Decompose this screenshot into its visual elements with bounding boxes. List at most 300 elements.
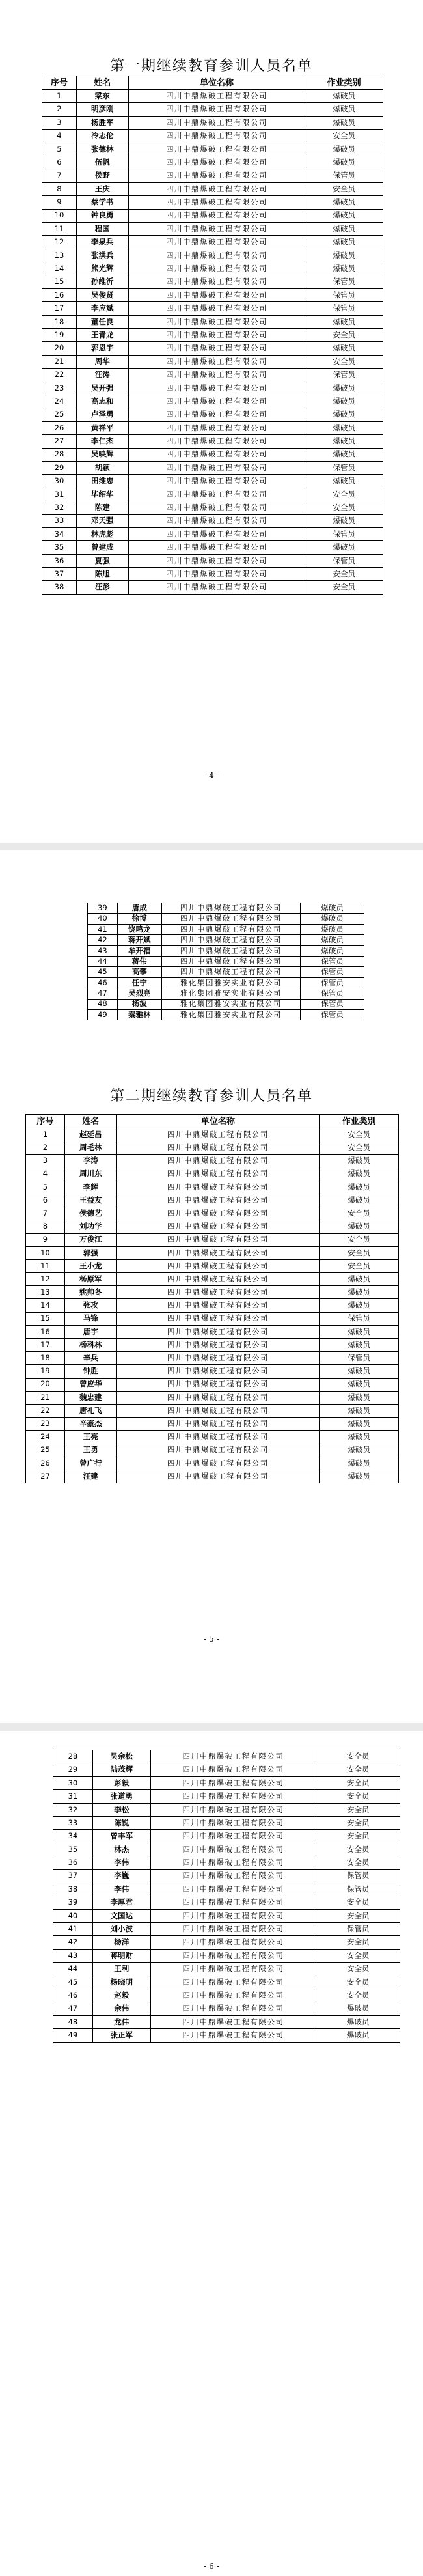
cell-name: 陆茂辉 xyxy=(92,1763,150,1776)
cell-category: 安全员 xyxy=(305,488,383,501)
cell-name: 唐成 xyxy=(117,903,161,914)
cell-index: 42 xyxy=(53,1936,93,1949)
cell-category: 爆破员 xyxy=(305,249,383,262)
cell-unit: 四川中鼎爆破工程有限公司 xyxy=(128,196,305,209)
cell-name: 王青龙 xyxy=(76,329,128,342)
table-row xyxy=(42,541,383,554)
cell-unit: 雅化集团雅安实业有限公司 xyxy=(161,988,301,999)
table-row xyxy=(88,924,364,934)
cell-category: 爆破员 xyxy=(305,342,383,355)
cell-name: 周川东 xyxy=(64,1168,116,1181)
cell-index: 3 xyxy=(42,116,77,129)
cell-name: 汪建 xyxy=(64,1470,116,1483)
cell-unit: 四川中鼎爆破工程有限公司 xyxy=(150,1830,316,1843)
cell-index: 20 xyxy=(42,342,77,355)
table-row xyxy=(42,382,383,395)
cell-unit: 四川中鼎爆破工程有限公司 xyxy=(116,1181,319,1194)
cell-unit: 四川中鼎爆破工程有限公司 xyxy=(128,461,305,474)
table-row xyxy=(26,1325,399,1338)
phase2-title: 第二期继续教育参训人员名单 xyxy=(109,1088,313,1104)
cell-unit: 雅化集团雅安实业有限公司 xyxy=(161,1009,301,1020)
cell-category: 爆破员 xyxy=(320,1325,399,1338)
table-row xyxy=(26,1418,399,1431)
cell-unit: 四川中鼎爆破工程有限公司 xyxy=(116,1194,319,1207)
cell-name: 唐宇 xyxy=(64,1325,116,1338)
cell-index: 41 xyxy=(53,1923,93,1936)
cell-name: 吴余松 xyxy=(92,1750,150,1763)
cell-index: 35 xyxy=(53,1843,93,1856)
table-row xyxy=(42,342,383,355)
cell-category: 安全员 xyxy=(316,1750,400,1763)
table-row xyxy=(26,1155,399,1168)
cell-unit: 四川中鼎爆破工程有限公司 xyxy=(128,355,305,368)
table-row xyxy=(42,222,383,235)
cell-category: 爆破员 xyxy=(305,236,383,249)
cell-name: 陈建 xyxy=(76,501,128,514)
cell-index: 11 xyxy=(42,222,77,235)
table-row xyxy=(26,1207,399,1220)
table-row xyxy=(42,182,383,195)
cell-index: 9 xyxy=(26,1233,65,1246)
cell-name: 龙伟 xyxy=(92,2015,150,2028)
cell-index: 27 xyxy=(26,1470,65,1483)
cell-name: 杨胜军 xyxy=(76,116,128,129)
cell-unit: 四川中鼎爆破工程有限公司 xyxy=(116,1246,319,1259)
cell-name: 辛兵 xyxy=(64,1352,116,1365)
cell-index: 2 xyxy=(42,103,77,116)
phase2-table-part1 xyxy=(25,1114,399,1483)
cell-unit: 四川中鼎爆破工程有限公司 xyxy=(128,130,305,143)
cell-category: 安全员 xyxy=(316,1963,400,1976)
table-row xyxy=(26,1220,399,1233)
cell-category: 爆破员 xyxy=(301,945,364,956)
cell-category: 爆破员 xyxy=(301,935,364,945)
table-row xyxy=(53,1963,400,1976)
cell-name: 杨原军 xyxy=(64,1273,116,1286)
table-row xyxy=(53,1909,400,1922)
cell-unit: 四川中鼎爆破工程有限公司 xyxy=(128,315,305,328)
cell-index: 6 xyxy=(26,1194,65,1207)
cell-category: 爆破员 xyxy=(316,2029,400,2042)
cell-category: 爆破员 xyxy=(305,395,383,408)
cell-index: 12 xyxy=(26,1273,65,1286)
cell-name: 王亮 xyxy=(64,1431,116,1444)
cell-index: 48 xyxy=(53,2015,93,2028)
cell-category: 保管员 xyxy=(305,527,383,540)
cell-index: 13 xyxy=(42,249,77,262)
cell-name: 蒋明财 xyxy=(92,1949,150,1962)
cell-index: 36 xyxy=(53,1856,93,1869)
cell-unit: 四川中鼎爆破工程有限公司 xyxy=(128,222,305,235)
cell-name: 杨晓明 xyxy=(92,1976,150,1989)
cell-name: 王小龙 xyxy=(64,1259,116,1272)
cell-name: 李厚君 xyxy=(92,1896,150,1909)
cell-name: 伍帆 xyxy=(76,156,128,169)
cell-index: 27 xyxy=(42,435,77,448)
cell-index: 36 xyxy=(42,554,77,567)
cell-index: 32 xyxy=(42,501,77,514)
cell-category: 爆破员 xyxy=(320,1273,399,1286)
table-row xyxy=(42,169,383,182)
cell-category: 爆破员 xyxy=(305,196,383,209)
table-row xyxy=(42,90,383,103)
cell-name: 钟良勇 xyxy=(76,209,128,222)
cell-unit: 四川中鼎爆破工程有限公司 xyxy=(150,1949,316,1962)
cell-name: 王益友 xyxy=(64,1194,116,1207)
cell-category: 安全员 xyxy=(305,329,383,342)
cell-unit: 四川中鼎爆破工程有限公司 xyxy=(128,435,305,448)
cell-category: 保管员 xyxy=(301,967,364,977)
page-number: - 6 - xyxy=(204,2562,219,2571)
cell-category: 保管员 xyxy=(305,369,383,382)
cell-unit: 四川中鼎爆破工程有限公司 xyxy=(116,1233,319,1246)
cell-name: 曾建成 xyxy=(76,541,128,554)
cell-unit: 四川中鼎爆破工程有限公司 xyxy=(150,1923,316,1936)
cell-name: 李松 xyxy=(92,1803,150,1816)
cell-unit: 四川中鼎爆破工程有限公司 xyxy=(128,382,305,395)
cell-name: 黄祥平 xyxy=(76,421,128,434)
cell-unit: 四川中鼎爆破工程有限公司 xyxy=(128,236,305,249)
table-row xyxy=(42,103,383,116)
table-row xyxy=(88,914,364,924)
cell-name: 蒋伟 xyxy=(117,956,161,966)
cell-unit: 四川中鼎爆破工程有限公司 xyxy=(116,1418,319,1431)
cell-category: 保管员 xyxy=(301,956,364,966)
cell-name: 王庆 xyxy=(76,182,128,195)
cell-category: 爆破员 xyxy=(316,2002,400,2015)
cell-index: 40 xyxy=(53,1909,93,1922)
cell-category: 爆破员 xyxy=(320,1339,399,1352)
table-row xyxy=(26,1365,399,1378)
cell-index: 9 xyxy=(42,196,77,209)
cell-category: 保管员 xyxy=(316,1923,400,1936)
cell-unit: 四川中鼎爆破工程有限公司 xyxy=(150,1776,316,1789)
table-row xyxy=(42,209,383,222)
cell-index: 25 xyxy=(26,1444,65,1457)
cell-name: 秦雅林 xyxy=(117,1009,161,1020)
cell-index: 10 xyxy=(26,1246,65,1259)
cell-category: 安全员 xyxy=(305,568,383,581)
table-row xyxy=(26,1457,399,1470)
cell-category: 安全员 xyxy=(316,1989,400,2002)
cell-category: 爆破员 xyxy=(305,262,383,275)
table-row xyxy=(26,1378,399,1391)
cell-name: 周毛林 xyxy=(64,1141,116,1155)
cell-unit: 四川中鼎爆破工程有限公司 xyxy=(128,143,305,156)
cell-name: 陈锐 xyxy=(92,1816,150,1829)
cell-index: 17 xyxy=(42,302,77,315)
cell-unit: 四川中鼎爆破工程有限公司 xyxy=(116,1168,319,1181)
cell-category: 保管员 xyxy=(301,977,364,988)
cell-index: 23 xyxy=(42,382,77,395)
table-row xyxy=(42,329,383,342)
cell-index: 33 xyxy=(42,514,77,527)
page-number: - 4 - xyxy=(204,771,219,780)
cell-category: 爆破员 xyxy=(305,475,383,488)
cell-unit: 四川中鼎爆破工程有限公司 xyxy=(150,1843,316,1856)
table-row xyxy=(53,1763,400,1776)
cell-category: 安全员 xyxy=(316,1830,400,1843)
cell-index: 33 xyxy=(53,1816,93,1829)
cell-index: 3 xyxy=(26,1155,65,1168)
cell-category: 保管员 xyxy=(320,1312,399,1325)
cell-index: 43 xyxy=(53,1949,93,1962)
cell-index: 39 xyxy=(53,1896,93,1909)
cell-category: 安全员 xyxy=(320,1207,399,1220)
cell-category: 爆破员 xyxy=(301,914,364,924)
cell-index: 47 xyxy=(88,988,118,999)
cell-name: 彭毅 xyxy=(92,1776,150,1789)
cell-name: 林杰 xyxy=(92,1843,150,1856)
table-row xyxy=(42,355,383,368)
cell-unit: 四川中鼎爆破工程有限公司 xyxy=(150,1989,316,2002)
cell-name: 曾丰军 xyxy=(92,1830,150,1843)
cell-category: 爆破员 xyxy=(305,222,383,235)
cell-index: 2 xyxy=(26,1141,65,1155)
cell-index: 46 xyxy=(88,977,118,988)
phase1-title: 第一期继续教育参训人员名单 xyxy=(109,58,313,74)
cell-category: 保管员 xyxy=(320,1352,399,1365)
phase1-table-part1 xyxy=(42,76,383,595)
document-page-6 xyxy=(0,1731,423,2576)
cell-category: 安全员 xyxy=(316,1976,400,1989)
table-row xyxy=(53,1896,400,1909)
table-row xyxy=(53,2015,400,2028)
cell-name: 张道勇 xyxy=(92,1790,150,1803)
cell-index: 11 xyxy=(26,1259,65,1272)
cell-unit: 四川中鼎爆破工程有限公司 xyxy=(116,1457,319,1470)
cell-category: 安全员 xyxy=(316,1803,400,1816)
cell-index: 4 xyxy=(26,1168,65,1181)
table-row xyxy=(88,935,364,945)
cell-unit: 四川中鼎爆破工程有限公司 xyxy=(150,1963,316,1976)
cell-unit: 四川中鼎爆破工程有限公司 xyxy=(116,1378,319,1391)
cell-index: 45 xyxy=(88,967,118,977)
cell-index: 19 xyxy=(26,1365,65,1378)
cell-index: 8 xyxy=(26,1220,65,1233)
cell-index: 40 xyxy=(88,914,118,924)
cell-unit: 四川中鼎爆破工程有限公司 xyxy=(116,1128,319,1141)
cell-category: 爆破员 xyxy=(320,1220,399,1233)
header-category: 作业类别 xyxy=(305,76,383,90)
cell-index: 24 xyxy=(42,395,77,408)
table-row xyxy=(42,554,383,567)
cell-unit: 四川中鼎爆破工程有限公司 xyxy=(150,1803,316,1816)
cell-name: 李泉兵 xyxy=(76,236,128,249)
table-row xyxy=(42,143,383,156)
cell-name: 钟胜 xyxy=(64,1365,116,1378)
cell-category: 爆破员 xyxy=(305,421,383,434)
table-row xyxy=(42,488,383,501)
table-header-row xyxy=(42,76,383,90)
cell-category: 爆破员 xyxy=(320,1378,399,1391)
cell-index: 21 xyxy=(42,355,77,368)
cell-category: 安全员 xyxy=(320,1128,399,1141)
cell-name: 姚帅冬 xyxy=(64,1286,116,1299)
cell-unit: 四川中鼎爆破工程有限公司 xyxy=(150,1816,316,1829)
cell-name: 董任良 xyxy=(76,315,128,328)
cell-category: 爆破员 xyxy=(305,209,383,222)
cell-name: 余伟 xyxy=(92,2002,150,2015)
cell-category: 安全员 xyxy=(316,1909,400,1922)
cell-index: 15 xyxy=(26,1312,65,1325)
cell-unit: 四川中鼎爆破工程有限公司 xyxy=(128,541,305,554)
cell-category: 爆破员 xyxy=(320,1431,399,1444)
cell-index: 5 xyxy=(26,1181,65,1194)
cell-unit: 四川中鼎爆破工程有限公司 xyxy=(161,956,301,966)
cell-unit: 四川中鼎爆破工程有限公司 xyxy=(116,1273,319,1286)
cell-index: 4 xyxy=(42,130,77,143)
cell-unit: 四川中鼎爆破工程有限公司 xyxy=(116,1220,319,1233)
table-row xyxy=(42,421,383,434)
cell-category: 安全员 xyxy=(305,130,383,143)
table-row xyxy=(26,1141,399,1155)
cell-index: 44 xyxy=(88,956,118,966)
table-row xyxy=(26,1286,399,1299)
table-row xyxy=(26,1470,399,1483)
cell-index: 6 xyxy=(42,156,77,169)
cell-category: 保管员 xyxy=(305,554,383,567)
table-row xyxy=(88,999,364,1009)
table-row xyxy=(88,988,364,999)
table-row xyxy=(42,315,383,328)
cell-name: 张洪兵 xyxy=(76,249,128,262)
cell-index: 34 xyxy=(53,1830,93,1843)
cell-category: 保管员 xyxy=(305,461,383,474)
cell-name: 杨波 xyxy=(117,999,161,1009)
cell-name: 侯野 xyxy=(76,169,128,182)
cell-category: 安全员 xyxy=(320,1233,399,1246)
header-index: 序号 xyxy=(26,1115,65,1128)
cell-index: 7 xyxy=(26,1207,65,1220)
cell-category: 爆破员 xyxy=(305,116,383,129)
cell-name: 李辉 xyxy=(64,1181,116,1194)
cell-unit: 四川中鼎爆破工程有限公司 xyxy=(150,1869,316,1883)
cell-category: 爆破员 xyxy=(305,90,383,103)
table-row xyxy=(26,1404,399,1417)
cell-category: 安全员 xyxy=(316,1896,400,1909)
cell-index: 14 xyxy=(26,1299,65,1312)
cell-unit: 四川中鼎爆破工程有限公司 xyxy=(128,103,305,116)
cell-category: 安全员 xyxy=(316,1843,400,1856)
cell-index: 29 xyxy=(42,461,77,474)
cell-unit: 四川中鼎爆破工程有限公司 xyxy=(116,1444,319,1457)
table-row xyxy=(26,1128,399,1141)
cell-name: 熊光辉 xyxy=(76,262,128,275)
phase1-table-part2 xyxy=(87,903,364,1020)
cell-name: 汪涛 xyxy=(76,369,128,382)
cell-unit: 四川中鼎爆破工程有限公司 xyxy=(116,1299,319,1312)
cell-index: 29 xyxy=(53,1763,93,1776)
header-name: 姓名 xyxy=(64,1115,116,1128)
cell-name: 胡颖 xyxy=(76,461,128,474)
cell-category: 爆破员 xyxy=(305,143,383,156)
cell-category: 爆破员 xyxy=(320,1168,399,1181)
cell-index: 21 xyxy=(26,1391,65,1404)
cell-name: 杨科林 xyxy=(64,1339,116,1352)
cell-unit: 四川中鼎爆破工程有限公司 xyxy=(161,914,301,924)
cell-category: 爆破员 xyxy=(320,1365,399,1378)
cell-category: 爆破员 xyxy=(305,382,383,395)
table-row xyxy=(53,1976,400,1989)
cell-unit: 四川中鼎爆破工程有限公司 xyxy=(116,1404,319,1417)
cell-index: 34 xyxy=(42,527,77,540)
cell-name: 吴俊贤 xyxy=(76,288,128,301)
cell-index: 32 xyxy=(53,1803,93,1816)
cell-category: 爆破员 xyxy=(305,435,383,448)
cell-category: 安全员 xyxy=(316,1856,400,1869)
cell-name: 高攀 xyxy=(117,967,161,977)
table-row xyxy=(26,1391,399,1404)
document-page-4 xyxy=(0,0,423,843)
cell-unit: 四川中鼎爆破工程有限公司 xyxy=(128,156,305,169)
cell-category: 爆破员 xyxy=(316,2015,400,2028)
cell-category: 爆破员 xyxy=(305,448,383,461)
cell-name: 李巍 xyxy=(92,1869,150,1883)
table-row xyxy=(42,288,383,301)
cell-unit: 四川中鼎爆破工程有限公司 xyxy=(116,1391,319,1404)
cell-index: 48 xyxy=(88,999,118,1009)
cell-category: 安全员 xyxy=(305,581,383,594)
table-row xyxy=(26,1181,399,1194)
table-row xyxy=(42,369,383,382)
table-row xyxy=(26,1194,399,1207)
cell-category: 保管员 xyxy=(305,275,383,288)
cell-category: 安全员 xyxy=(305,501,383,514)
cell-name: 刘功学 xyxy=(64,1220,116,1233)
cell-unit: 四川中鼎爆破工程有限公司 xyxy=(128,329,305,342)
table-row xyxy=(42,581,383,594)
cell-unit: 四川中鼎爆破工程有限公司 xyxy=(150,1883,316,1896)
cell-name: 徐博 xyxy=(117,914,161,924)
cell-unit: 四川中鼎爆破工程有限公司 xyxy=(128,182,305,195)
cell-unit: 四川中鼎爆破工程有限公司 xyxy=(128,514,305,527)
table-row xyxy=(26,1273,399,1286)
cell-name: 蒋开斌 xyxy=(117,935,161,945)
table-row xyxy=(88,945,364,956)
cell-category: 爆破员 xyxy=(320,1286,399,1299)
cell-unit: 四川中鼎爆破工程有限公司 xyxy=(116,1365,319,1378)
cell-name: 夏强 xyxy=(76,554,128,567)
cell-category: 安全员 xyxy=(320,1246,399,1259)
cell-unit: 四川中鼎爆破工程有限公司 xyxy=(128,369,305,382)
table-row xyxy=(88,1009,364,1020)
cell-index: 18 xyxy=(26,1352,65,1365)
cell-index: 10 xyxy=(42,209,77,222)
cell-category: 安全员 xyxy=(316,1776,400,1789)
cell-index: 8 xyxy=(42,182,77,195)
cell-category: 爆破员 xyxy=(301,924,364,934)
cell-unit: 四川中鼎爆破工程有限公司 xyxy=(161,935,301,945)
cell-index: 28 xyxy=(53,1750,93,1763)
cell-name: 张正军 xyxy=(92,2029,150,2042)
cell-unit: 四川中鼎爆破工程有限公司 xyxy=(128,90,305,103)
cell-category: 保管员 xyxy=(301,988,364,999)
cell-unit: 四川中鼎爆破工程有限公司 xyxy=(150,1909,316,1922)
cell-unit: 四川中鼎爆破工程有限公司 xyxy=(161,903,301,914)
table-row xyxy=(42,249,383,262)
table-row xyxy=(88,967,364,977)
cell-unit: 四川中鼎爆破工程有限公司 xyxy=(128,501,305,514)
cell-name: 蔡学书 xyxy=(76,196,128,209)
cell-category: 保管员 xyxy=(316,1869,400,1883)
cell-unit: 四川中鼎爆破工程有限公司 xyxy=(150,2029,316,2042)
table-row xyxy=(88,903,364,914)
cell-name: 牟开福 xyxy=(117,945,161,956)
cell-name: 万俊江 xyxy=(64,1233,116,1246)
table-row xyxy=(42,395,383,408)
table-row xyxy=(42,156,383,169)
